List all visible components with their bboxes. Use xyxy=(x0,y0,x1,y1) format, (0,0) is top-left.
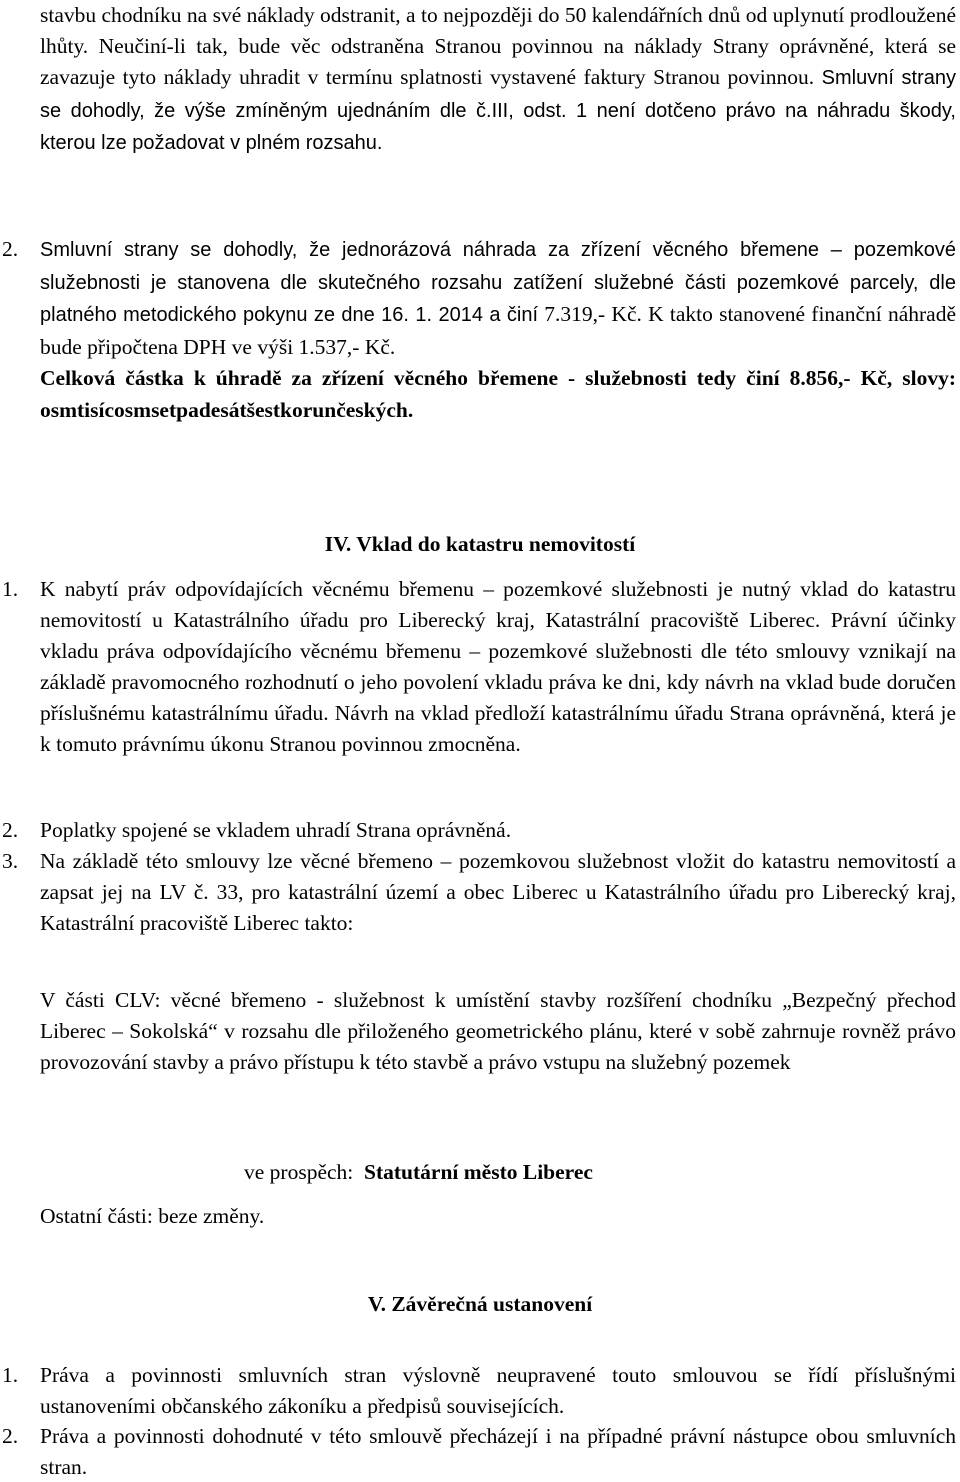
section5-item-2 xyxy=(2,1421,956,1482)
item-number: 1. xyxy=(2,1363,19,1387)
section4-item-3 xyxy=(2,846,956,939)
paragraph-number: 2. xyxy=(2,237,19,261)
other-parts-note: Ostatní části: beze změny. xyxy=(40,1204,265,1228)
item-number: 2. xyxy=(2,818,19,842)
continued-paragraph xyxy=(40,0,956,159)
section3-paragraph-2 xyxy=(2,234,956,363)
item-number: 3. xyxy=(2,849,19,873)
beneficiary-label: ve prospěch: xyxy=(244,1160,354,1184)
item-text: K nabytí práv odpovídajících věcnému břemenu – pozemkové služebnosti je nutný vklad do katastru nemovitostí u Katastrálního úřadu pro Liberecký kraj, Katastrální pracoviště Liberec. Právní účinky vkladu práva odpovídajícího věcnému břemenu – pozemkové služebnosti dle této smlouvy vznikají na základě pravomocného rozhodnutí o jeho povolení vkladu práva ke dni, kdy návrh na vklad bude doručen příslušnému katastrálnímu úřadu. Návrh na vklad předloží katastrálnímu úřadu Strana oprávněná, která je k tomuto právnímu úkonu Stranou povinnou zmocněna. xyxy=(40,577,956,756)
beneficiary-line xyxy=(244,1156,593,1188)
compensation-amount: 7.319,- Kč. K takto stanovené finanční náhradě bude připočtena DPH ve výši 1.537,- Kč. xyxy=(40,302,956,359)
section4-item-1 xyxy=(2,574,956,760)
continued-paragraph-text: stavbu chodníku na své náklady odstranit, a to nejpozději do 50 kalendářních dnů od uplynutí prodloužené lhůty. Neučiní-li tak, bude věc odstraněna Stranou povinnou na náklady Strany oprávněné, která se zavazuje tyto náklady uhradit v termínu splatnosti vystavené faktury Stranou povinnou. xyxy=(40,3,956,90)
compensation-clause: Smluvní strany se dohodly, že jednorázová náhrada za zřízení věcného břemene – pozemkové služebnosti je stanovena dle skutečného rozsahu zatížení služebné části pozemkové parcely, dle platného metodického pokynu ze dne 16. 1. 2014 a činí xyxy=(40,239,956,326)
item-text: Práva a povinnosti dohodnuté v této smlouvě přecházejí i na případné právní nástupce obou smluvních stran. xyxy=(40,1424,956,1479)
total-amount-statement: Celková částka k úhradě za zřízení věcného břemene - služebnosti tedy činí 8.856,- Kč, slovy: osmtisícosmsetpadesátšestkorunčeských. xyxy=(40,366,956,422)
item-text: Práva a povinnosti smluvních stran výslovně neupravené touto smlouvou se řídí příslušnými ustanoveními občanského zákoníku a předpisů souvisejících. xyxy=(40,1363,956,1418)
clv-entry-text: V části CLV: věcné břemeno - služebnost k umístění stavby rozšíření chodníku „Bezpečný přechod Liberec – Sokolská“ v rozsahu dle přiloženého geometrického plánu, které v sobě zahrnuje rovněž právo provozování stavby a právo přístupu k této stavbě a právo vstupu na služebný pozemek xyxy=(40,988,956,1074)
section5-item-1 xyxy=(2,1360,956,1421)
continued-paragraph-damages-clause: Smluvní strany se dohodly, že výše zmíněným ujednáním dle č.III, odst. 1 není dotčeno právo na náhradu škody, kterou lze požadovat v plném rozsahu. xyxy=(40,67,957,154)
item-text: Na základě této smlouvy lze věcné břemeno – pozemkovou služebnost vložit do katastru nemovitostí a zapsat jej na LV č. 33, pro katastrální území a obec Liberec u Katastrálního úřadu pro Liberecký kraj, Katastrální pracoviště Liberec takto: xyxy=(40,849,956,935)
item-number: 2. xyxy=(2,1424,19,1448)
section4-item-2 xyxy=(2,815,956,846)
item-number: 1. xyxy=(2,577,19,601)
section4-heading: IV. Vklad do katastru nemovitostí xyxy=(324,532,636,556)
section5-heading: V. Závěrečná ustanovení xyxy=(367,1292,593,1316)
item-text: Poplatky spojené se vkladem uhradí Strana oprávněná. xyxy=(40,818,512,842)
beneficiary-value: Statutární město Liberec xyxy=(364,1160,593,1184)
